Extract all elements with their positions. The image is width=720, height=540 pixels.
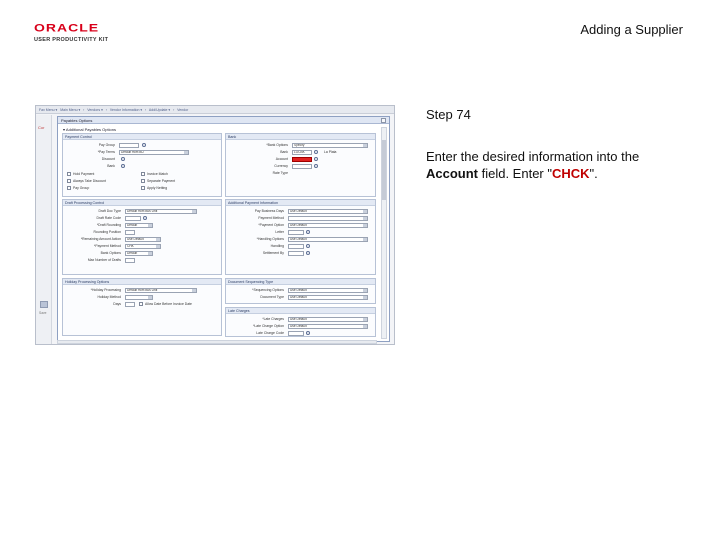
checkbox-label: Separate Payment <box>147 179 176 183</box>
sequencing-options-select[interactable]: Use Default <box>288 288 368 293</box>
checkbox-label: Always Take Discount <box>73 179 106 183</box>
draft-rate-code-field[interactable] <box>125 216 141 221</box>
invoice-match-checkbox[interactable] <box>141 172 145 176</box>
field-label: *Late Charge Option <box>253 324 284 328</box>
instruction-value: CHCK <box>551 166 590 181</box>
field-label: *Payment Method <box>94 244 121 248</box>
payment-option-row <box>226 222 375 228</box>
payment-method-row <box>63 243 221 249</box>
handling-row <box>226 243 375 249</box>
additional-payment-section <box>225 199 376 275</box>
field-label: Discount <box>101 157 115 161</box>
field-label: *Pay Terms <box>97 150 115 154</box>
lookup-icon[interactable] <box>306 251 310 255</box>
chevron-down-icon[interactable] <box>148 252 152 255</box>
section-title: Late Charges <box>226 308 375 314</box>
max-drafts-row <box>63 257 221 263</box>
field-label: Rate Type <box>272 171 288 175</box>
handling-options-row <box>226 236 375 242</box>
lookup-icon[interactable] <box>142 143 146 147</box>
additional-payables-options-toggle[interactable]: ▾ Additional Payables Options <box>63 127 116 132</box>
rounding-position-row <box>63 229 221 235</box>
section-title: Payment Control <box>63 134 221 140</box>
holiday-days-row <box>63 301 221 307</box>
account-field[interactable] <box>292 157 312 162</box>
draft-processing-section <box>62 199 222 275</box>
payment-option-select[interactable]: Use Default <box>288 223 368 228</box>
lookup-icon[interactable] <box>306 244 310 248</box>
instruction-field-name: Account <box>426 166 478 181</box>
sidebar-label: Cor <box>38 125 45 130</box>
field-label: *Late Charges <box>262 317 284 321</box>
app-sidebar <box>36 115 52 345</box>
lookup-icon[interactable] <box>314 164 318 168</box>
settlement-by-field[interactable] <box>288 251 304 256</box>
discount-row <box>63 156 221 162</box>
sidebar-save-label: Save <box>39 311 47 315</box>
separate-payment-checkbox[interactable] <box>141 179 145 183</box>
chevron-down-icon[interactable] <box>363 289 367 292</box>
bank-options-row <box>226 142 375 148</box>
bank-code-field[interactable]: LOCBK <box>292 150 312 155</box>
step-label: Step 74 <box>426 107 471 122</box>
holiday-processing-select[interactable]: Default from Bus Unit <box>125 288 197 293</box>
modal-title: Payables Options <box>58 117 389 124</box>
pay-terms-row <box>63 149 221 155</box>
chevron-down-icon[interactable] <box>156 245 160 248</box>
modal-content <box>60 127 378 339</box>
checkbox-label: Allow Date Before Invoice Date <box>145 302 192 306</box>
apply-netting-checkbox[interactable] <box>141 186 145 190</box>
currency-field[interactable] <box>292 164 312 169</box>
lookup-icon[interactable] <box>306 230 310 234</box>
lookup-icon[interactable] <box>314 150 318 154</box>
field-label: Bank <box>280 150 288 154</box>
chevron-down-icon[interactable] <box>363 238 367 241</box>
collapse-label: Additional Payables Options <box>65 127 116 132</box>
lookup-icon[interactable] <box>143 216 147 220</box>
late-charges-select[interactable]: Use Default <box>288 317 368 322</box>
field-label: Bank <box>107 164 115 168</box>
instruction-suffix: ". <box>589 166 598 181</box>
draft-rate-code-row <box>63 215 221 221</box>
breadcrumb: Fav Menu ▾ Main Menu ▾ › Vendors ▾ › Vendor Information ▾ › Add/Update ▾ › Vendor <box>39 108 189 112</box>
field-label: Late Charge Code <box>256 331 284 335</box>
sidebar-save-icon[interactable] <box>40 301 48 308</box>
bank-name: La Plata <box>324 150 337 154</box>
chevron-down-icon[interactable] <box>363 144 367 147</box>
field-label: Draft Rate Code <box>96 216 121 220</box>
pay-terms-select[interactable]: Default from BU <box>119 150 189 155</box>
pay-business-days-row <box>226 208 375 214</box>
close-icon[interactable] <box>381 118 386 123</box>
holiday-method-select[interactable] <box>125 295 153 300</box>
logo-subtext: USER PRODUCTIVITY KIT <box>34 37 109 43</box>
pay-business-days-select[interactable]: Use Default <box>288 209 368 214</box>
late-charges-row <box>226 316 375 322</box>
holiday-days-field[interactable] <box>125 302 135 307</box>
field-label: Holiday Method <box>97 295 121 299</box>
field-label: Currency <box>274 164 288 168</box>
holiday-processing-section <box>62 278 222 336</box>
field-label: Settlement By <box>262 251 284 255</box>
chevron-down-icon[interactable] <box>363 217 367 220</box>
letter-field[interactable] <box>288 230 304 235</box>
field-label: *Payment Option <box>258 223 284 227</box>
lookup-icon[interactable] <box>306 331 310 335</box>
bank-row <box>63 163 221 169</box>
account-row <box>226 156 375 162</box>
field-label: Rounding Position <box>93 230 121 234</box>
field-label: Account <box>275 157 288 161</box>
app-toolbar <box>36 106 395 114</box>
chevron-down-icon[interactable] <box>192 289 196 292</box>
additional-payment-method-select[interactable] <box>288 216 368 221</box>
lookup-icon[interactable] <box>121 164 125 168</box>
field-label: Days <box>113 302 121 306</box>
max-drafts-field[interactable] <box>125 258 135 263</box>
step-instruction <box>426 148 686 182</box>
field-label: *Draft Rounding <box>96 223 121 227</box>
chevron-down-icon[interactable] <box>148 224 152 227</box>
chevron-down-icon[interactable] <box>184 151 188 154</box>
chevron-down-icon[interactable] <box>363 318 367 321</box>
section-title: Draft Processing Control <box>63 200 221 206</box>
additional-payment-method-row <box>226 215 375 221</box>
page-title: Adding a Supplier <box>580 22 683 37</box>
handling-field[interactable] <box>288 244 304 249</box>
draft-doc-type-select[interactable]: Default from Bus Unit <box>125 209 197 214</box>
chevron-down-icon[interactable] <box>192 210 196 213</box>
draft-rounding-select[interactable]: Default <box>125 223 153 228</box>
field-label: Letter <box>275 230 284 234</box>
lookup-icon[interactable] <box>314 157 318 161</box>
late-charge-option-row <box>226 323 375 329</box>
field-label: Payment Method <box>258 216 284 220</box>
scrollbar-thumb[interactable] <box>382 140 386 200</box>
document-sequencing-section <box>225 278 376 304</box>
field-label: Draft Doc Type <box>98 209 121 213</box>
draft-rounding-row <box>63 222 221 228</box>
vertical-scrollbar[interactable] <box>381 127 387 339</box>
field-label: *Remaining Amount Action <box>80 237 121 241</box>
checkbox-label: Invoice Match <box>147 172 168 176</box>
sequencing-options-row <box>226 287 375 293</box>
section-title: Document Sequencing Type <box>226 279 375 285</box>
bank-options-select[interactable]: Specify <box>292 143 368 148</box>
field-label: Document Type <box>260 295 284 299</box>
remaining-amount-row <box>63 236 221 242</box>
field-label: *Bank Options <box>266 143 288 147</box>
always-take-discount-checkbox[interactable] <box>67 179 71 183</box>
holiday-method-row <box>63 294 221 300</box>
document-type-select[interactable]: Use Default <box>288 295 368 300</box>
field-label: Pay Group <box>98 143 115 147</box>
payables-options-modal <box>57 116 390 342</box>
chevron-down-icon[interactable] <box>363 210 367 213</box>
field-label: *Handling Options <box>256 237 284 241</box>
field-label: Max Number of Drafts <box>87 258 121 262</box>
letter-row <box>226 229 375 235</box>
late-charge-code-field[interactable] <box>288 331 304 336</box>
holiday-processing-row <box>63 287 221 293</box>
chevron-down-icon[interactable] <box>148 296 152 299</box>
horizontal-scrollbar[interactable] <box>57 340 377 344</box>
rounding-position-field[interactable] <box>125 230 135 235</box>
oracle-upk-logo <box>34 22 129 43</box>
bank-code-row <box>226 149 375 155</box>
chevron-down-icon[interactable] <box>156 238 160 241</box>
settlement-by-row <box>226 250 375 256</box>
document-type-row <box>226 294 375 300</box>
chevron-down-icon[interactable] <box>363 296 367 299</box>
late-charge-code-row <box>226 330 375 336</box>
draft-doc-type-row <box>63 208 221 214</box>
currency-row <box>226 163 375 169</box>
allow-date-checkbox[interactable] <box>139 302 143 306</box>
payment-control-section <box>62 133 222 197</box>
application-screenshot <box>35 105 395 345</box>
late-charge-option-select[interactable]: Use Default <box>288 324 368 329</box>
hold-payment-checkbox[interactable] <box>67 172 71 176</box>
checkbox-label: Pay Group <box>73 186 90 190</box>
draft-bank-options-row <box>63 250 221 256</box>
rate-type-row <box>226 170 375 176</box>
field-label: Pay Business Days <box>254 209 284 213</box>
remaining-amount-select[interactable]: Use Default <box>125 237 161 242</box>
field-label: Handling <box>270 244 284 248</box>
handling-options-select[interactable]: Use Default <box>288 237 368 242</box>
pay-group-checkbox[interactable] <box>67 186 71 190</box>
checkbox-label: Hold Payment <box>73 172 95 176</box>
late-charges-section <box>225 307 376 337</box>
lookup-icon[interactable] <box>121 157 125 161</box>
field-label: *Holiday Processing <box>90 288 121 292</box>
checkbox-label: Apply Netting <box>147 186 168 190</box>
chevron-down-icon[interactable] <box>363 325 367 328</box>
section-title: Holiday Processing Options <box>63 279 221 285</box>
field-label: Bank Options <box>100 251 121 255</box>
instruction-prefix: Enter the desired information into the <box>426 149 640 164</box>
pay-group-row <box>63 142 221 148</box>
draft-bank-options-select[interactable]: Default <box>125 251 153 256</box>
logo-text: ORACLE <box>34 21 100 34</box>
instruction-mid: field. Enter " <box>478 166 552 181</box>
field-label: *Sequencing Options <box>252 288 284 292</box>
pay-group-field[interactable] <box>119 143 139 148</box>
payment-method-select[interactable]: CHK <box>125 244 161 249</box>
chevron-down-icon[interactable] <box>363 224 367 227</box>
section-title: Bank <box>226 134 375 140</box>
section-title: Additional Payment Information <box>226 200 375 206</box>
bank-section <box>225 133 376 197</box>
